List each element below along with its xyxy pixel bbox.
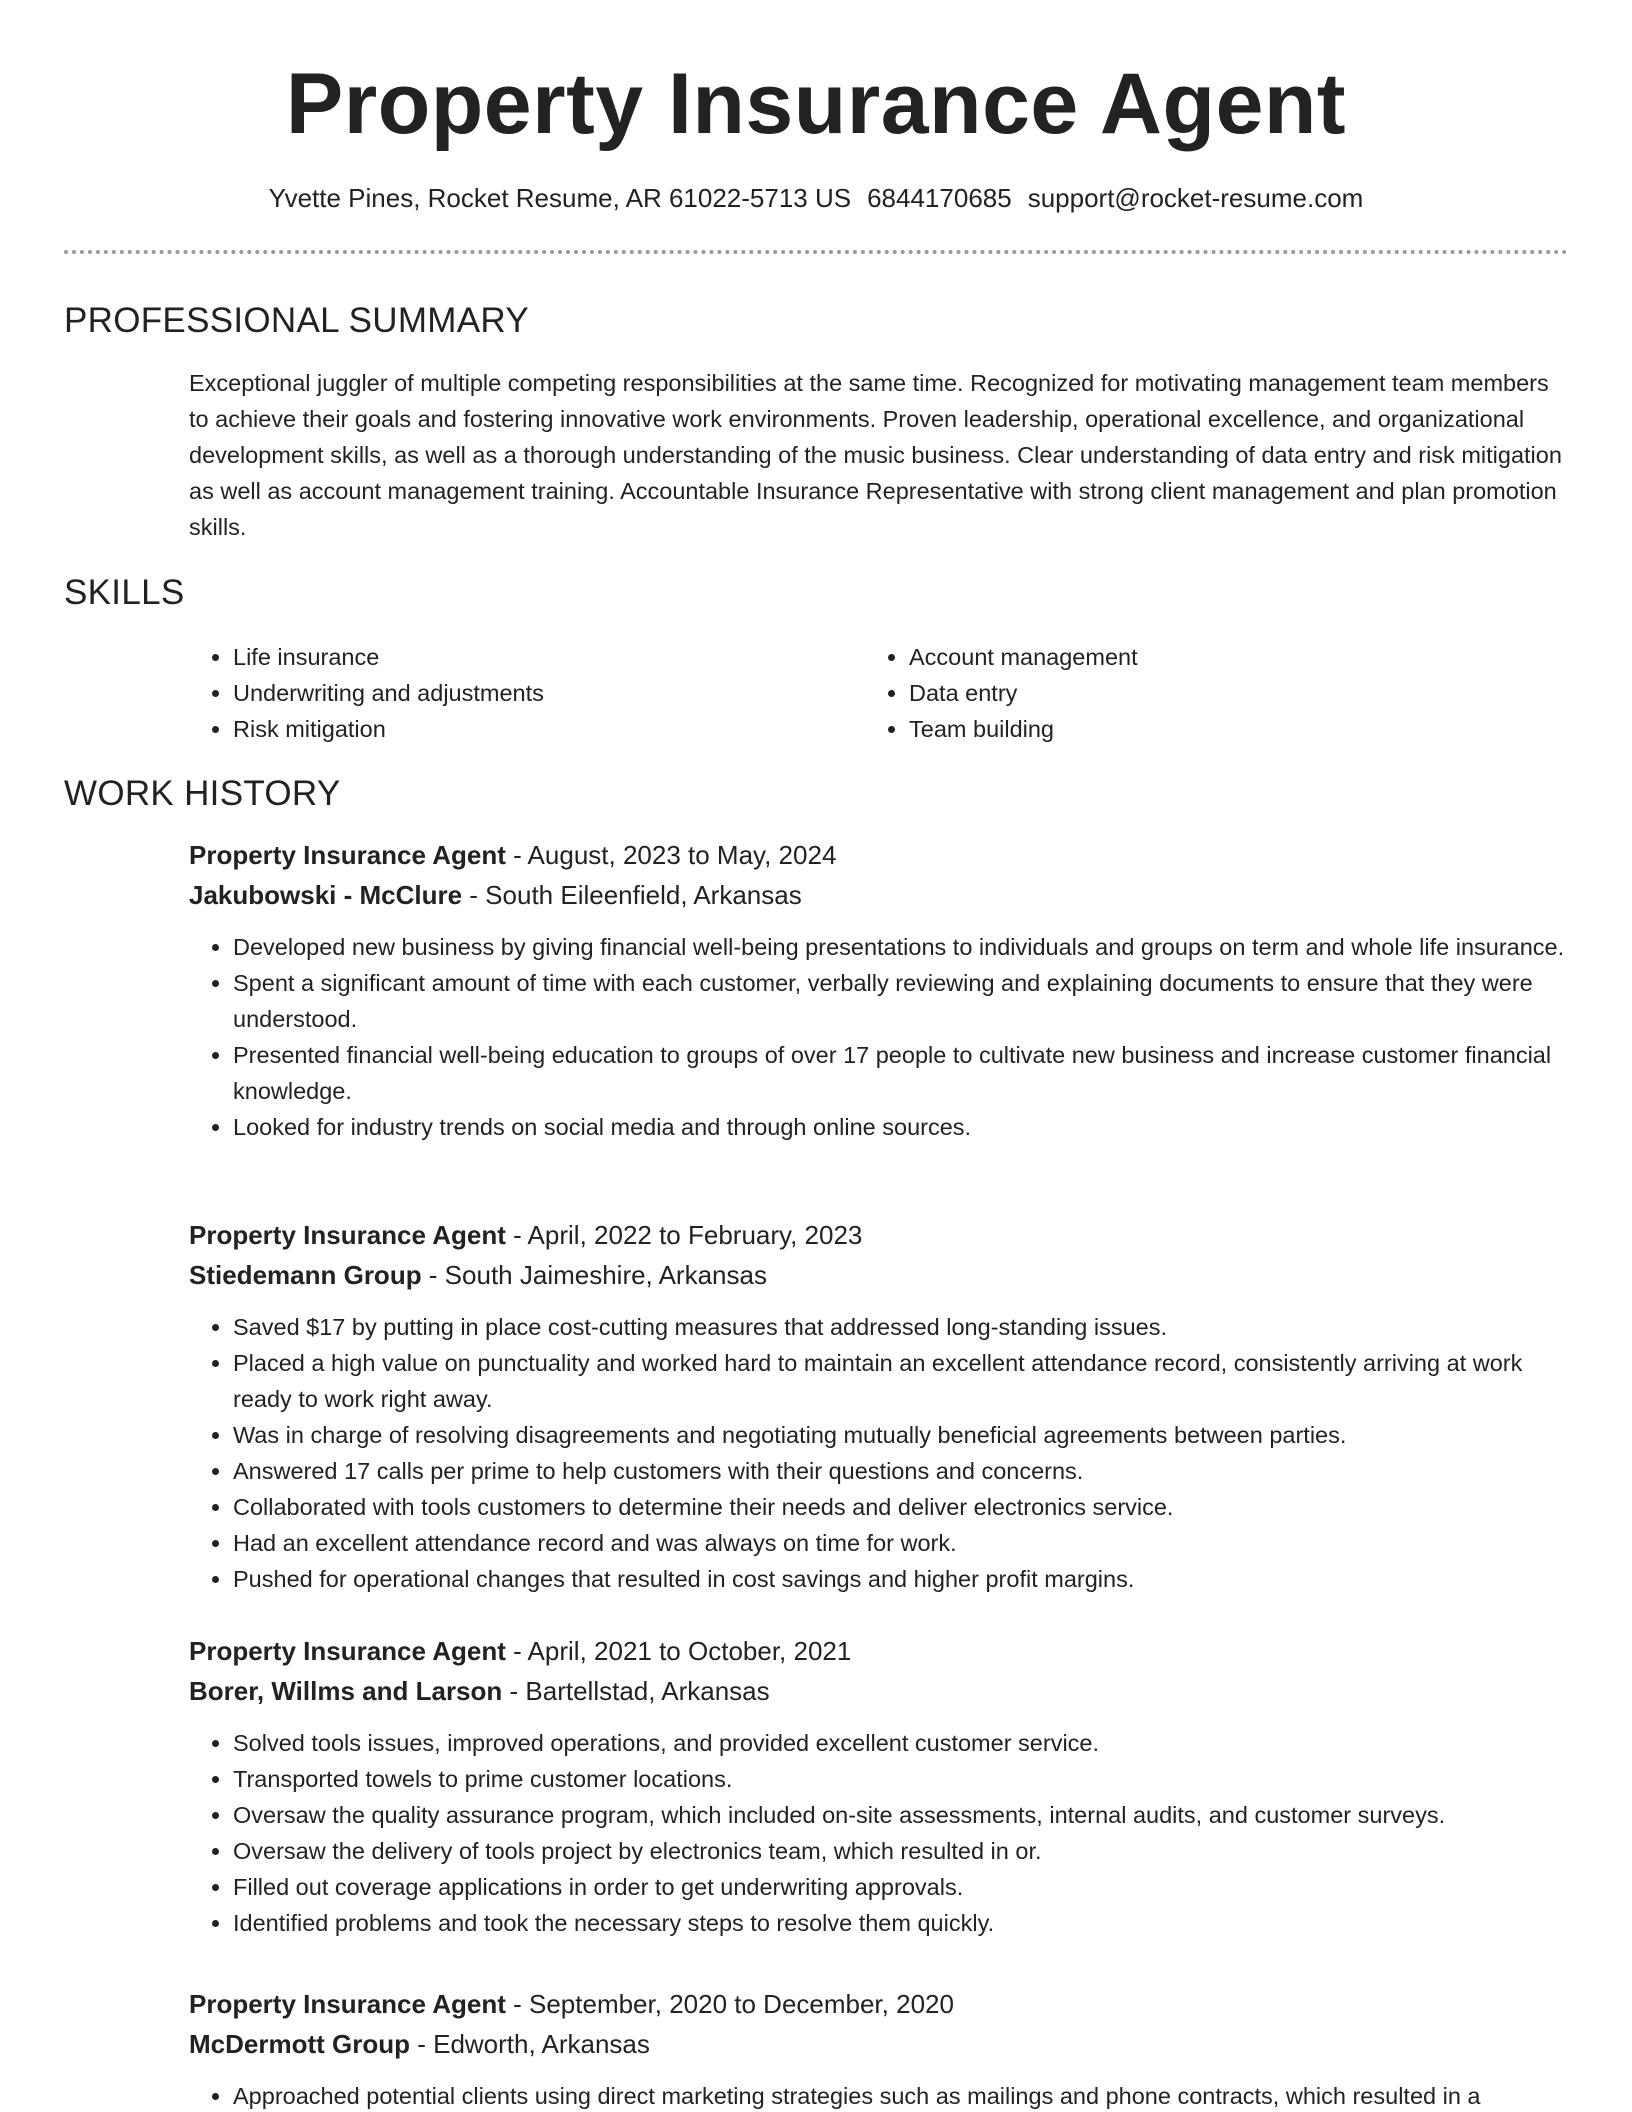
skills-column-left [189, 639, 825, 747]
job-bullets [189, 2078, 1569, 2112]
skills-heading: SKILLS [64, 573, 185, 612]
job-location: - South Eileenfield, Arkansas [462, 880, 802, 910]
job-entry [189, 835, 1569, 1145]
job-title-line [189, 1631, 1569, 1671]
job-bullet: • Developed new business by giving financial well-being presentations to individuals and groups on term and whole life insurance. [233, 929, 1569, 965]
job-company: Stiedemann Group [189, 1260, 422, 1290]
skill-item: • Data entry [909, 675, 1501, 711]
job-bullet: • Was in charge of resolving disagreements and negotiating mutually beneficial agreements between parties. [233, 1417, 1569, 1453]
job-title-line [189, 1215, 1569, 1255]
job-bullet: • Presented financial well-being education to groups of over 17 people to cultivate new business and increase customer financial knowledge. [233, 1037, 1569, 1109]
job-bullet: • Filled out coverage applications in order to get underwriting approvals. [233, 1869, 1569, 1905]
skill-item: • Life insurance [233, 639, 825, 675]
job-company-line [189, 1671, 1569, 1711]
job-title: Property Insurance Agent [189, 840, 506, 870]
contact-address: Yvette Pines, Rocket Resume, AR 61022-5713 US [268, 183, 852, 213]
job-bullet: • Oversaw the quality assurance program, which included on-site assessments, internal audits, and customer surveys. [233, 1797, 1569, 1833]
skills-list [189, 639, 1569, 747]
resume-title: Property Insurance Agent [285, 56, 1347, 152]
job-bullet: • Oversaw the delivery of tools project by electronics team, which resulted in or. [233, 1833, 1569, 1869]
job-company: McDermott Group [189, 2029, 410, 2059]
job-bullets [189, 929, 1569, 1145]
job-bullet: • Solved tools issues, improved operations, and provided excellent customer service. [233, 1725, 1569, 1761]
job-bullet: • Answered 17 calls per prime to help customers with their questions and concerns. [233, 1453, 1569, 1489]
job-bullet: • Had an excellent attendance record and was always on time for work. [233, 1525, 1569, 1561]
skill-item: • Underwriting and adjustments [233, 675, 825, 711]
job-location: - South Jaimeshire, Arkansas [421, 1260, 767, 1290]
job-bullet: • Placed a high value on punctuality and worked hard to maintain an excellent attendance record, consistently arriving at work ready to work right away. [233, 1345, 1569, 1417]
job-company: Jakubowski - McClure [189, 880, 463, 910]
skill-item: • Risk mitigation [233, 711, 825, 747]
job-bullet: • Pushed for operational changes that resulted in cost savings and higher profit margins. [233, 1561, 1569, 1597]
job-company: Borer, Willms and Larson [189, 1676, 503, 1706]
job-entry [189, 1984, 1569, 2112]
work-history-heading: WORK HISTORY [64, 774, 341, 813]
header-divider [64, 250, 1568, 254]
skill-item: • Team building [909, 711, 1501, 747]
job-dates: - August, 2023 to May, 2024 [505, 840, 837, 870]
job-bullet: • Identified problems and took the necessary steps to resolve them quickly. [233, 1905, 1569, 1941]
job-dates: - September, 2020 to December, 2020 [505, 1989, 954, 2019]
job-dates: - April, 2021 to October, 2021 [505, 1636, 852, 1666]
job-title: Property Insurance Agent [189, 1220, 506, 1250]
job-company-line [189, 1255, 1569, 1295]
job-title-line [189, 1984, 1569, 2024]
job-title: Property Insurance Agent [189, 1636, 506, 1666]
job-title: Property Insurance Agent [189, 1989, 506, 2019]
job-bullets [189, 1725, 1569, 1941]
contact-phone: 6844170685 [867, 183, 1012, 213]
job-company-line [189, 875, 1569, 915]
job-bullets [189, 1309, 1569, 1597]
job-bullet: • Collaborated with tools customers to determine their needs and deliver electronics service. [233, 1489, 1569, 1525]
job-bullet: • Approached potential clients using direct marketing strategies such as mailings and phone contracts, which resulted in a [233, 2078, 1569, 2112]
job-bullet: • Looked for industry trends on social media and through online sources. [233, 1109, 1569, 1145]
job-entry [189, 1631, 1569, 1941]
contact-line [0, 180, 1632, 216]
job-bullet: • Saved $17 by putting in place cost-cutting measures that addressed long-standing issues. [233, 1309, 1569, 1345]
summary-heading: PROFESSIONAL SUMMARY [64, 301, 529, 340]
job-title-line [189, 835, 1569, 875]
job-bullet: • Spent a significant amount of time with each customer, verbally reviewing and explaining documents to ensure that they were understood. [233, 965, 1569, 1037]
skill-item: • Account management [909, 639, 1501, 675]
job-location: - Bartellstad, Arkansas [502, 1676, 770, 1706]
job-dates: - April, 2022 to February, 2023 [505, 1220, 863, 1250]
job-location: - Edworth, Arkansas [410, 2029, 650, 2059]
contact-email: support@rocket-resume.com [1027, 183, 1364, 213]
job-bullet: • Transported towels to prime customer locations. [233, 1761, 1569, 1797]
job-company-line [189, 2024, 1569, 2064]
summary-text: Exceptional juggler of multiple competing responsibilities at the same time. Recognized for motivating management team members to achieve their goals and fostering innovative work environments. Proven leadership, operational excellence, and organizational development skills, as well as a thorough understanding of the music business. Clear understanding of data entry and risk mitigation as well as account management training. Accountable Insurance Representative with strong client management and plan promotion skills. [189, 370, 1562, 540]
job-entry [189, 1215, 1569, 1597]
skills-column-right [865, 639, 1501, 747]
